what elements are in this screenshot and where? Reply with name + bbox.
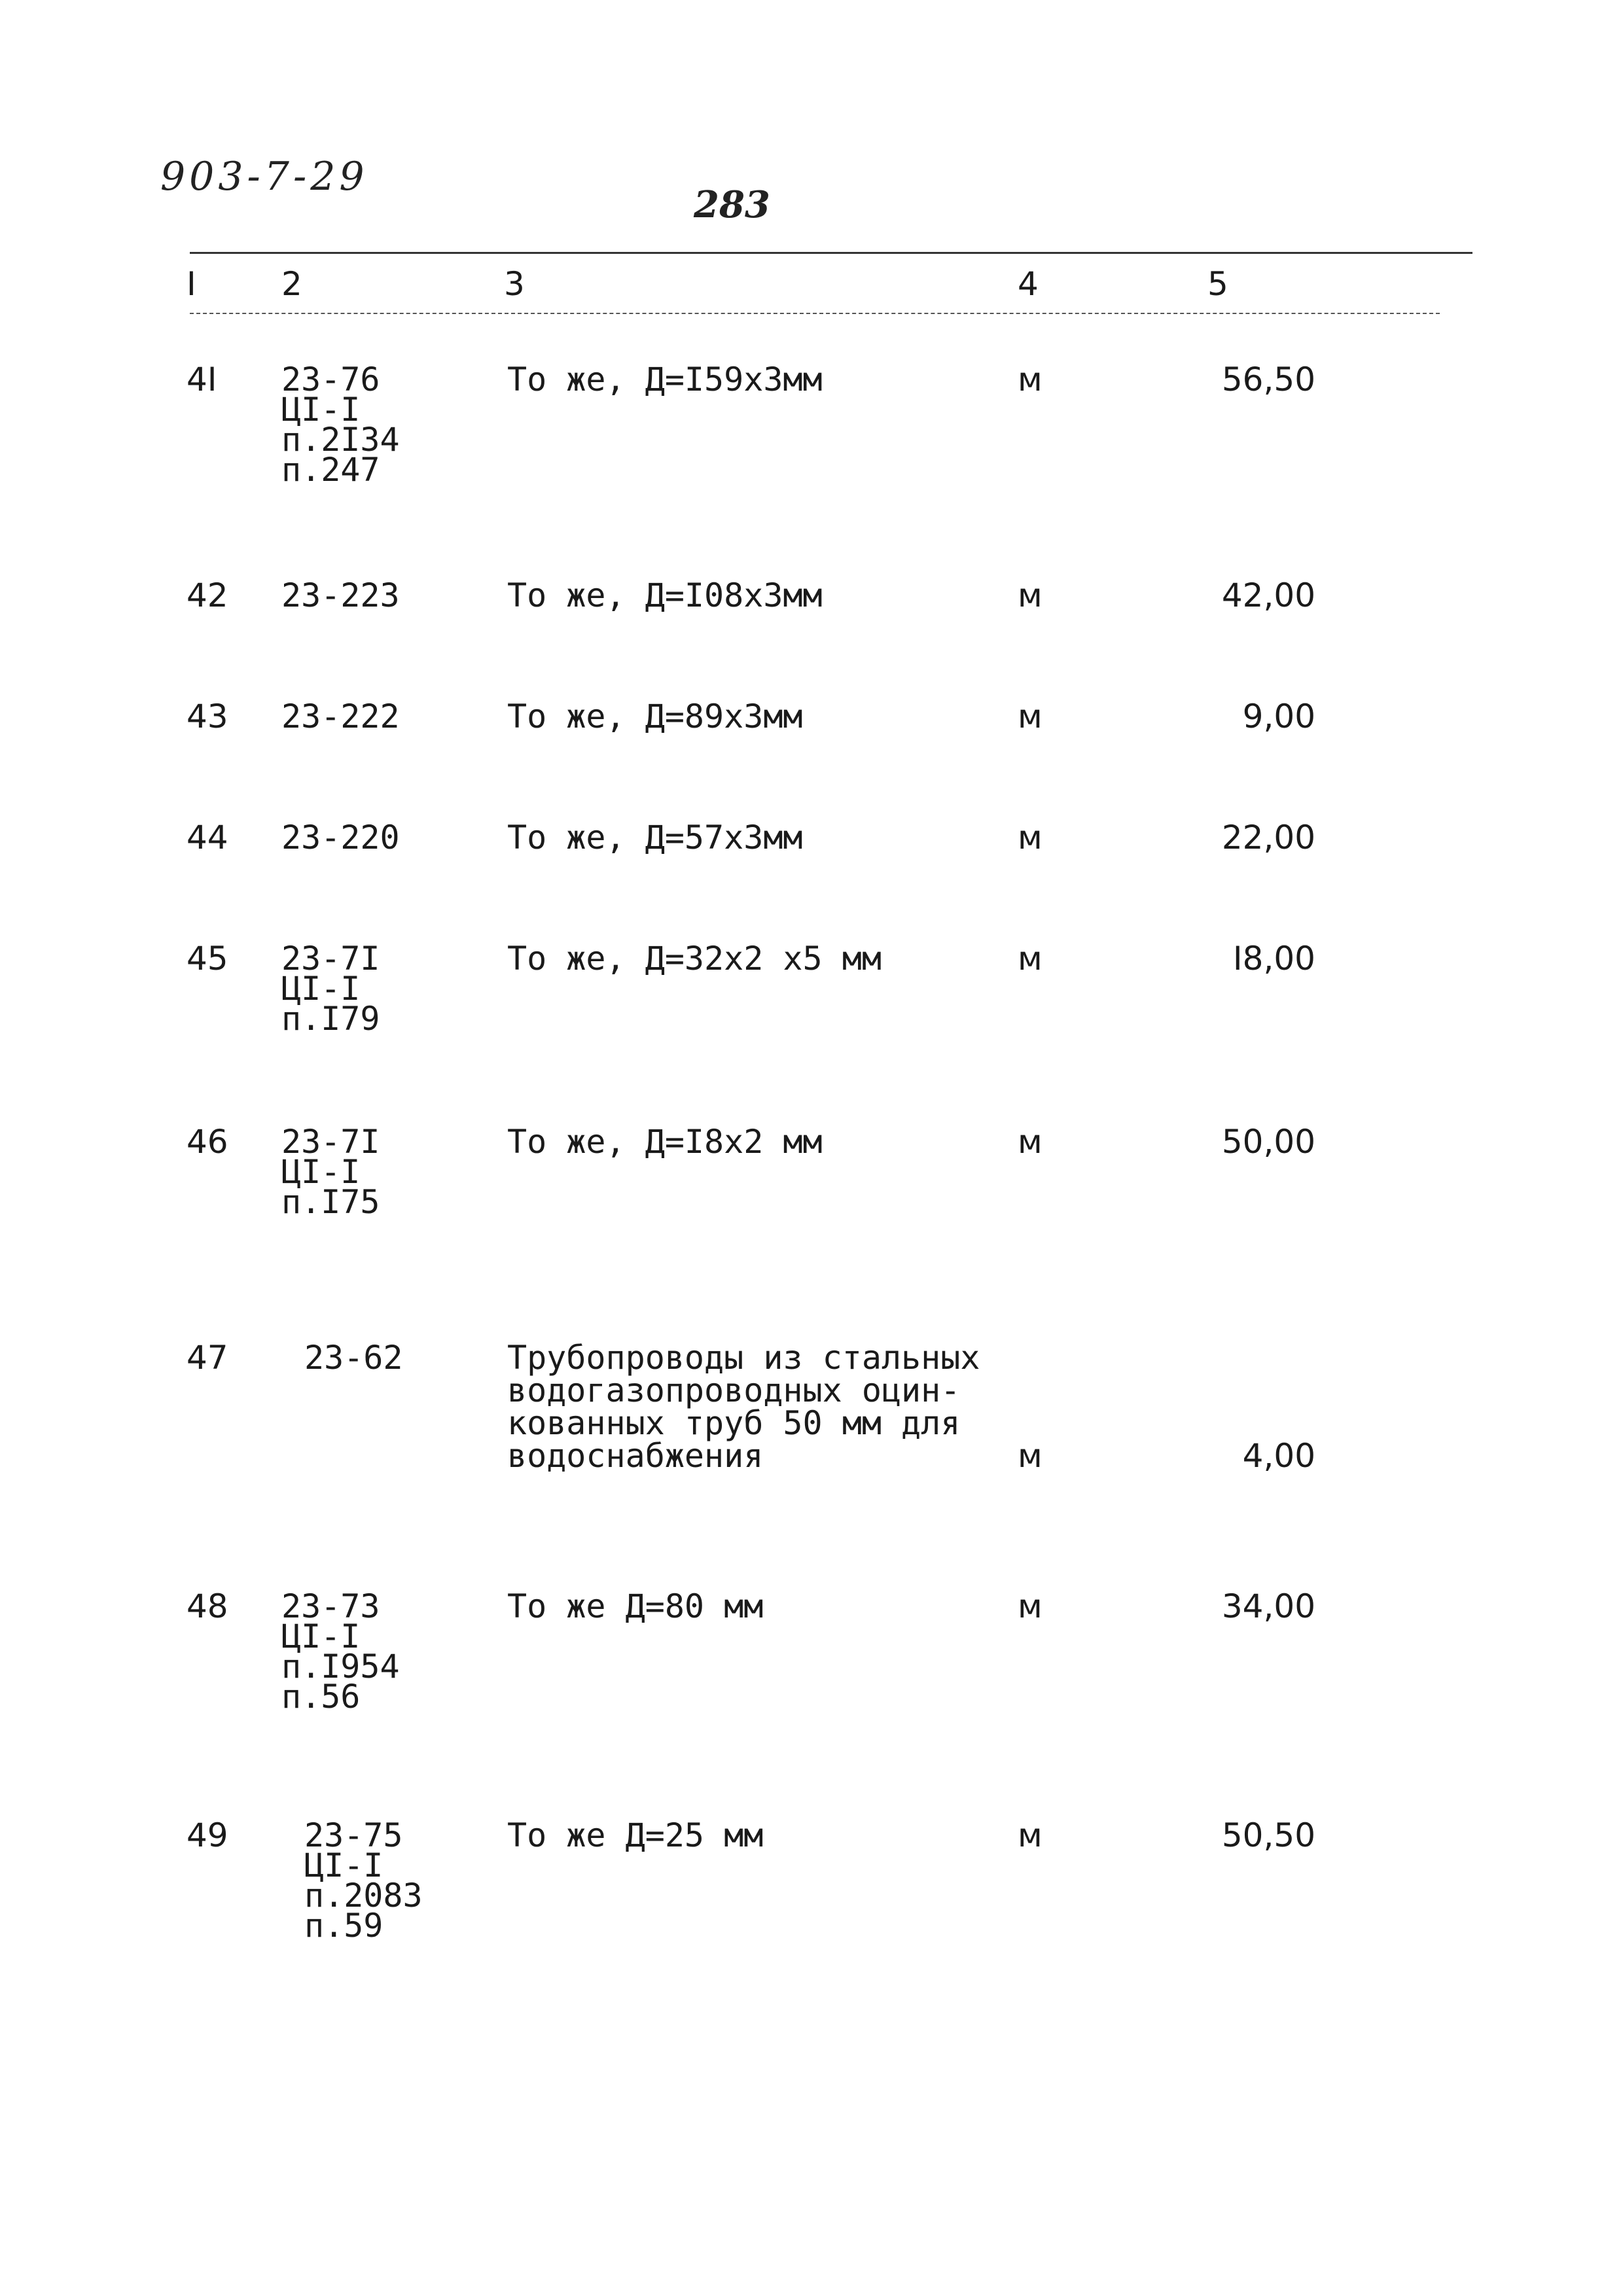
- description-line: кованных труб 50 мм для: [507, 1404, 961, 1442]
- reference-code-line: п.I79: [281, 1000, 380, 1038]
- row-quantity: 34,00: [1221, 1587, 1315, 1625]
- row-description: [507, 1339, 980, 1475]
- reference-code-line: п.247: [281, 451, 380, 489]
- reference-code-line: ЦI-I: [281, 391, 361, 429]
- description-line: То же, Д=I08х3мм: [507, 576, 823, 614]
- row-reference-code: [304, 1816, 423, 1945]
- row-description: [507, 1587, 764, 1625]
- reference-code-line: п.56: [281, 1678, 361, 1716]
- row-number: 47: [187, 1339, 228, 1377]
- row-quantity: 50,00: [1221, 1123, 1315, 1161]
- reference-code-line: 23-7I: [281, 1123, 380, 1161]
- row-reference-code: [281, 700, 400, 733]
- row-reference-code: [281, 361, 400, 489]
- reference-code-line: 23-222: [281, 698, 400, 735]
- row-reference-code: [304, 1339, 403, 1377]
- row-quantity: 56,50: [1221, 361, 1315, 398]
- row-unit: м: [1018, 819, 1043, 857]
- row-number: 44: [187, 819, 228, 857]
- row-quantity: 9,00: [1242, 698, 1315, 735]
- row-reference-code: [281, 819, 400, 857]
- row-quantity: 4,00: [1242, 1437, 1315, 1475]
- reference-code-line: 23-7I: [281, 940, 380, 978]
- reference-code-line: п.59: [304, 1907, 383, 1945]
- row-unit: м: [1018, 698, 1043, 735]
- row-description: [507, 1123, 823, 1161]
- reference-code-line: ЦI-I: [281, 1153, 361, 1191]
- column-header-5: 5: [1207, 265, 1228, 303]
- reference-code-line: п.I75: [281, 1183, 380, 1221]
- column-header-2: 2: [281, 265, 302, 303]
- row-unit: м: [1018, 940, 1043, 978]
- row-description: [507, 363, 823, 396]
- row-number: 45: [187, 940, 228, 978]
- row-quantity: 50,50: [1221, 1816, 1315, 1854]
- table-top-rule: [190, 252, 1472, 254]
- row-quantity: I8,00: [1232, 940, 1315, 978]
- reference-code-line: 23-220: [281, 819, 400, 857]
- reference-code-line: 23-73: [281, 1587, 380, 1625]
- column-header-3: 3: [504, 265, 525, 303]
- row-number: 48: [187, 1587, 228, 1625]
- row-number: 42: [187, 576, 228, 614]
- description-line: Трубопроводы из стальных: [507, 1339, 980, 1377]
- reference-code-line: п.2I34: [281, 421, 400, 459]
- row-unit: м: [1018, 1123, 1043, 1161]
- row-reference-code: [281, 1123, 380, 1221]
- row-number: 49: [187, 1816, 228, 1854]
- row-unit: м: [1018, 1587, 1043, 1625]
- row-number: 43: [187, 698, 228, 735]
- reference-code-line: 23-62: [304, 1339, 403, 1377]
- reference-code-line: 23-75: [304, 1816, 403, 1854]
- row-description: [507, 1816, 764, 1854]
- reference-code-line: п.I954: [281, 1648, 400, 1686]
- column-header-4: 4: [1018, 265, 1039, 303]
- description-line: То же Д=25 мм: [507, 1816, 764, 1854]
- row-number: 46: [187, 1123, 228, 1161]
- reference-code-line: ЦI-I: [281, 970, 361, 1008]
- document-code: 903-7-29: [160, 154, 368, 200]
- row-reference-code: [281, 1587, 400, 1716]
- row-reference-code: [281, 576, 400, 614]
- header-divider: [190, 313, 1440, 314]
- row-quantity: 22,00: [1221, 819, 1315, 857]
- column-header-1: I: [187, 265, 196, 303]
- row-description: [507, 576, 823, 614]
- row-number: 4I: [187, 361, 217, 398]
- reference-code-line: 23-223: [281, 576, 400, 614]
- row-description: [507, 819, 803, 857]
- row-reference-code: [281, 940, 380, 1038]
- row-unit: м: [1018, 1437, 1043, 1475]
- reference-code-line: ЦI-I: [304, 1846, 383, 1884]
- description-line: То же, Д=I8х2 мм: [507, 1123, 823, 1161]
- description-line: То же, Д=57х3мм: [507, 819, 803, 857]
- description-line: То же, Д=89х3мм: [507, 698, 803, 735]
- description-line: То же, Д=32х2 х5 мм: [507, 940, 882, 978]
- row-description: [507, 700, 803, 733]
- row-quantity: 42,00: [1221, 576, 1315, 614]
- reference-code-line: п.2083: [304, 1877, 423, 1915]
- description-line: водоснабжения: [507, 1437, 764, 1475]
- row-unit: м: [1018, 576, 1043, 614]
- reference-code-line: 23-76: [281, 361, 380, 398]
- description-line: водогазопроводных оцин-: [507, 1371, 961, 1409]
- row-unit: м: [1018, 1816, 1043, 1854]
- page-number: 283: [694, 183, 770, 226]
- reference-code-line: ЦI-I: [281, 1617, 361, 1655]
- description-line: То же Д=80 мм: [507, 1587, 764, 1625]
- row-unit: м: [1018, 361, 1043, 398]
- row-description: [507, 940, 882, 978]
- description-line: То же, Д=I59х3мм: [507, 361, 823, 398]
